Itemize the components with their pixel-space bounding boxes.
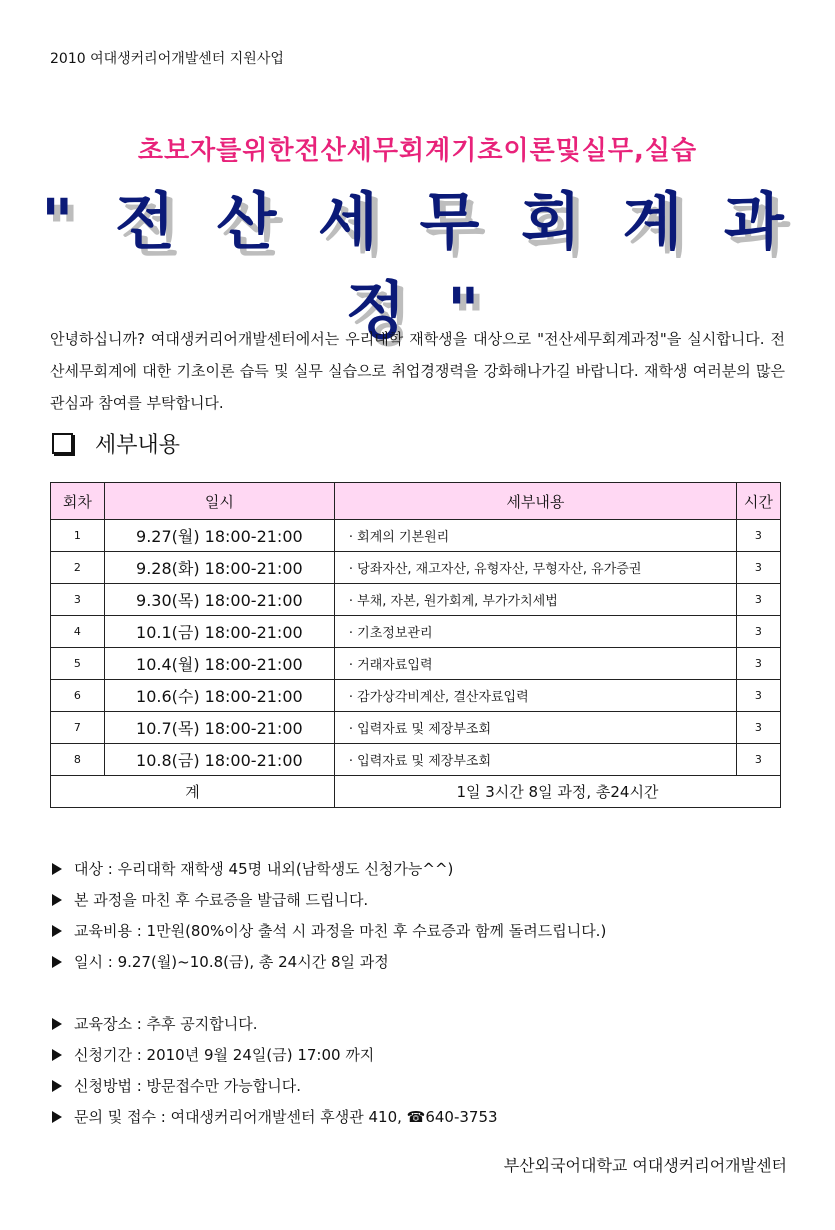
footer-organization: 부산외국어대학교 여대생커리어개발센터 [503,1156,787,1175]
list-item [52,1070,792,1101]
total-label: 계 [51,776,335,808]
table-row [51,648,781,680]
row-hours: 3 [736,520,780,552]
row-hours: 3 [736,552,780,584]
row-no: 7 [51,712,105,744]
row-hours: 3 [736,584,780,616]
row-date: 10.1(금) 18:00-21:00 [104,616,334,648]
header-date: 일시 [104,483,334,520]
row-date: 9.30(목) 18:00-21:00 [104,584,334,616]
row-date: 9.28(화) 18:00-21:00 [104,552,334,584]
section-header [52,428,180,459]
triangle-bullet-icon [52,894,62,906]
list-item-text: 신청방법 : 방문접수만 가능합니다. [74,1077,301,1095]
list-item [52,853,792,884]
table-row [51,616,781,648]
list-item [52,1101,792,1132]
triangle-bullet-icon [52,1111,62,1123]
schedule-table [50,482,781,808]
row-content: · 부채, 자본, 원가회계, 부가가치세법 [334,584,736,616]
row-date: 10.8(금) 18:00-21:00 [104,744,334,776]
triangle-bullet-icon [52,1049,62,1061]
list-item-text: 신청기간 : 2010년 9월 24일(금) 17:00 까지 [74,1046,375,1064]
row-no: 1 [51,520,105,552]
list-item [52,1008,792,1039]
row-no: 5 [51,648,105,680]
row-content: · 회계의 기본원리 [334,520,736,552]
row-content: · 입력자료 및 제장부조회 [334,712,736,744]
row-date: 10.4(월) 18:00-21:00 [104,648,334,680]
row-no: 3 [51,584,105,616]
page-caption: 2010 여대생커리어개발센터 지원사업 [50,51,284,67]
table-row [51,712,781,744]
triangle-bullet-icon [52,863,62,875]
row-content: · 기초정보관리 [334,616,736,648]
page-title: " 전 산 세 무 회 계 과 정 " [41,185,794,347]
table-row [51,680,781,712]
table-header-row [51,483,781,520]
row-hours: 3 [736,744,780,776]
table-total-row [51,776,781,808]
triangle-bullet-icon [52,1018,62,1030]
row-hours: 3 [736,712,780,744]
row-content: · 입력자료 및 제장부조회 [334,744,736,776]
table-row [51,520,781,552]
header-content: 세부내용 [334,483,736,520]
row-hours: 3 [736,680,780,712]
row-no: 6 [51,680,105,712]
row-hours: 3 [736,616,780,648]
info-list-1 [52,853,792,977]
row-no: 2 [51,552,105,584]
table-row [51,584,781,616]
list-item-text: 교육비용 : 1만원(80%이상 출석 시 과정을 마친 후 수료증과 함께 돌려드립니다.) [74,922,607,940]
table-row [51,744,781,776]
section-title: 세부내용 [95,433,181,458]
table-row [51,552,781,584]
total-value: 1일 3시간 8일 과정, 총24시간 [334,776,780,808]
triangle-bullet-icon [52,1080,62,1092]
list-item [52,1039,792,1070]
row-date: 9.27(월) 18:00-21:00 [104,520,334,552]
row-date: 10.7(목) 18:00-21:00 [104,712,334,744]
page-subtitle: 초보자를위한전산세무회계기초이론및실무,실습 [137,136,698,166]
row-content: · 감가상각비계산, 결산자료입력 [334,680,736,712]
list-item-text: 본 과정을 마친 후 수료증을 발급해 드립니다. [74,891,369,909]
header-no: 회차 [51,483,105,520]
list-item-text: 일시 : 9.27(월)~10.8(금), 총 24시간 8일 과정 [74,953,389,971]
row-no: 4 [51,616,105,648]
row-hours: 3 [736,648,780,680]
row-date: 10.6(수) 18:00-21:00 [104,680,334,712]
list-item-text: 대상 : 우리대학 재학생 45명 내외(남학생도 신청가능^^) [74,860,454,878]
list-item-text: 교육장소 : 추후 공지합니다. [74,1015,258,1033]
triangle-bullet-icon [52,956,62,968]
triangle-bullet-icon [52,925,62,937]
intro-paragraph: 안녕하십니까? 여대생커리어개발센터에서는 우리대학 재학생을 대상으로 "전산세무회계과정"을 실시합니다. 전산세무회계에 대한 기초이론 습득 및 실무 실습으로 취업경쟁력을 강화해나가길 바랍니다. 재학생 여러분의 많은 관심과 참여를 부탁합니다. [50,330,785,412]
list-item-text: 문의 및 접수 : 여대생커리어개발센터 후생관 410, ☎640-3753 [74,1108,498,1126]
list-item [52,915,792,946]
checkbox-icon [52,433,73,454]
info-list-2 [52,1008,792,1132]
row-content: · 당좌자산, 재고자산, 유형자산, 무형자산, 유가증권 [334,552,736,584]
row-no: 8 [51,744,105,776]
list-item [52,946,792,977]
list-item [52,884,792,915]
header-hours: 시간 [736,483,780,520]
row-content: · 거래자료입력 [334,648,736,680]
